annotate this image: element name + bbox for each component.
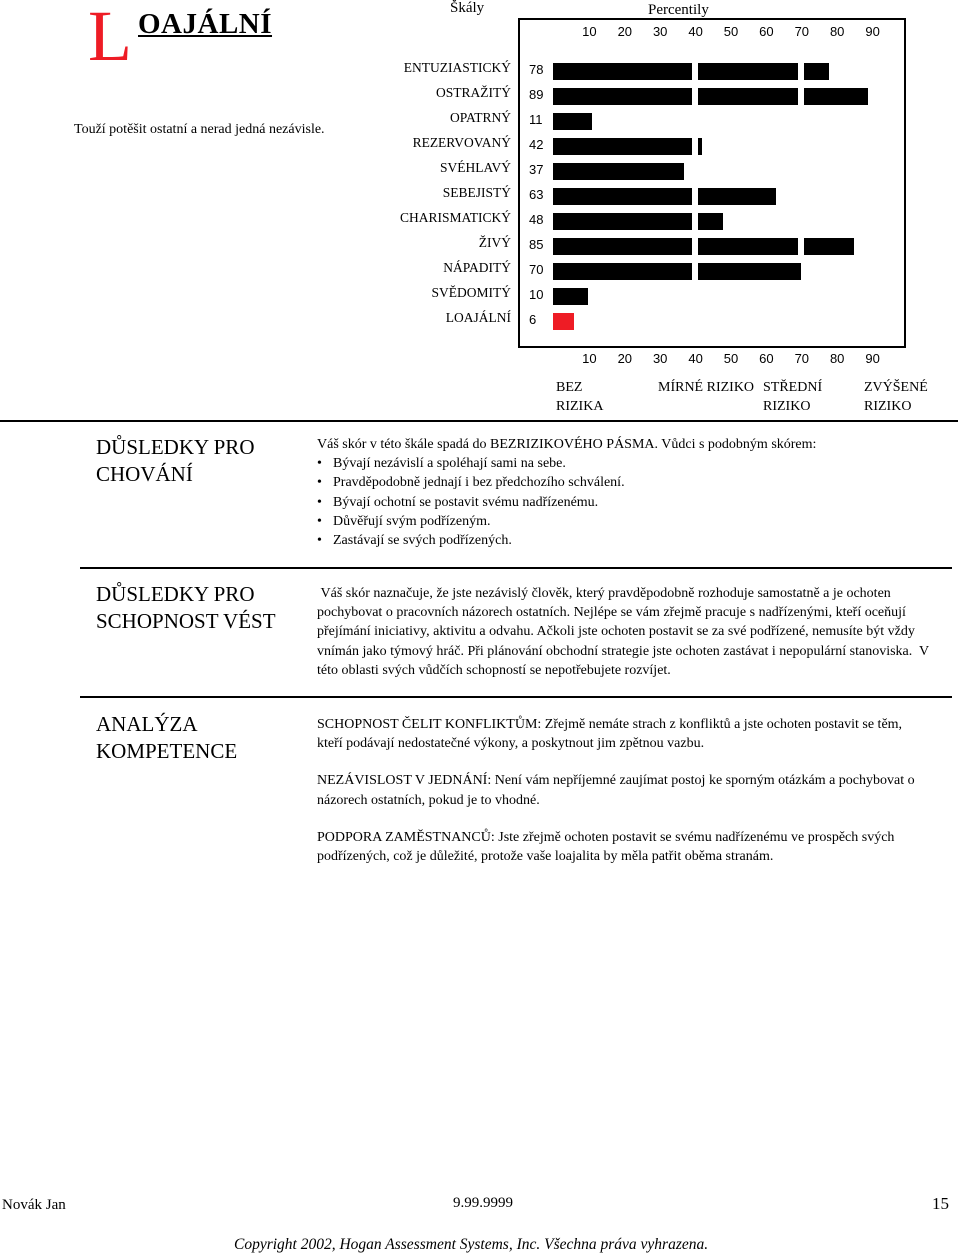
x-tick-bottom: 80 [829,351,845,366]
risk-zone-label: ZVÝŠENÉ RIZIKO [864,380,928,414]
bar-segment [698,263,801,280]
scale-label: OPATRNÝ [449,110,511,125]
bar-segment [553,313,574,330]
list-item: • Pravděpodobně jednají i bez předchozího schválení. [317,473,929,492]
scale-label: LOAJÁLNÍ [445,310,511,325]
x-tick-top: 80 [829,24,845,39]
x-tick-bottom: 30 [652,351,668,366]
scale-score: 37 [529,162,544,177]
behavior-intro: Váš skór v této škále spadá do BEZRIZIKOVÉHO PÁSMA. Vůdci s podobným skórem: [317,437,817,452]
behavior-section [317,435,929,550]
footer-name: Novák Jan [2,1197,66,1213]
x-tick-bottom: 50 [723,351,739,366]
percentile-heading: Percentily [648,2,709,18]
x-tick-bottom: 10 [582,351,597,366]
bar-segment [553,238,692,255]
x-tick-top: 10 [582,24,597,39]
bar-segment [553,263,692,280]
page-title: OAJÁLNÍ [138,8,273,40]
x-tick-bottom: 90 [865,351,880,366]
scale-label: NÁPADITÝ [443,260,511,275]
x-tick-top: 90 [865,24,880,39]
divider-behavior [0,420,958,422]
scale-score: 11 [529,112,543,127]
risk-zone-label: MÍRNÉ RIZIKO [658,380,755,395]
competence-support: PODPORA ZAMĚSTNANCŮ: Jste zřejmě ochoten postavit se svému nadřízenému ve prospěch svých podřízených, což je důležité, protože vaše loajalita by měla patřit oběma stranám. [317,829,895,865]
scale-score: 10 [529,287,544,302]
bar-segment [553,113,592,130]
x-tick-bottom: 70 [794,351,810,366]
scale-label: OSTRAŽITÝ [436,85,511,100]
bar-segment [698,63,798,80]
x-tick-bottom: 20 [617,351,633,366]
scale-label: SVĚDOMITÝ [431,285,511,300]
scale-label: CHARISMATICKÝ [399,210,511,225]
list-item: • Zastávají se svých podřízených. [317,531,929,550]
bar-segment [553,138,692,155]
risk-zone-label: BEZ RIZIKA [556,380,604,414]
behavior-heading: DŮSLEDKY PRO CHOVÁNÍ [96,435,255,486]
scale-score: 48 [529,212,544,227]
competence-section [317,715,929,884]
bar-segment [553,63,692,80]
bar-segment [553,88,692,105]
x-tick-bottom: 40 [688,351,703,366]
bar-segment [553,288,588,305]
divider-competence [80,696,952,698]
divider-leadership [80,567,952,569]
competence-heading: ANALÝZA KOMPETENCE [96,712,238,763]
page-number: 15 [932,1194,949,1213]
behavior-list [317,454,929,550]
list-item: • Bývají ochotní se postavit svému nadřízenému. [317,493,929,512]
competence-conflict: SCHOPNOST ČELIT KONFLIKTŮM: Zřejmě nemáte strach z konfliktů a jste ochoten postavit se těm, kteří podávají nedostatečné výkony, a poskytnout jim zpětnou vazbu. [317,717,903,752]
scale-label: SVÉHLAVÝ [439,160,511,175]
scale-score: 70 [529,262,544,277]
scale-score: 89 [529,87,544,102]
scale-label: REZERVOVANÝ [412,135,511,150]
x-tick-top: 30 [652,24,668,39]
bar-segment [698,213,723,230]
leadership-text: Váš skór naznačuje, že jste nezávislý člověk, který pravděpodobně rozhoduje samostatně a je ochoten pochybovat o pracovních názorech ostatních. Nejlépe se vám zřejmě pracuje s nadřízenými, kteří oceňují přejímání iniciativy, aktivitu a odvahu. Ačkoli jste ochoten postavit se za své podřízené, nemusíte být vždy vnímán jako týmový hráč. Při plánování obchodní strategie jste ochoten zastávat i nepopulární stanoviska. V této oblasti svých vůdčích schopností se nepotřebujete rozvíjet. [317,586,933,678]
footer-copyright: Copyright 2002, Hogan Assessment Systems, Inc. Všechna práva vyhrazena. [234,1236,709,1253]
x-tick-top: 50 [723,24,739,39]
competence-independence: NEZÁVISLOST V JEDNÁNÍ: Není vám nepříjemné zaujímat postoj ke sporným otázkám a pochybovat o názorech ostatních, pokud je to vhodné. [317,773,915,808]
bar-segment [698,188,776,205]
x-tick-top: 60 [759,24,774,39]
bar-segment [698,88,798,105]
bar-segment [698,138,702,155]
list-item: • Důvěřují svým podřízeným. [317,512,929,531]
bar-segment [553,163,684,180]
bar-segment [553,213,692,230]
bar-segment [804,63,829,80]
leadership-heading: DŮSLEDKY PRO SCHOPNOST VÉST [96,582,276,633]
scale-score: 78 [529,62,544,77]
x-tick-bottom: 60 [759,351,774,366]
scale-score: 6 [529,312,537,327]
scales-heading: Škály [450,0,485,16]
x-tick-top: 20 [617,24,633,39]
footer-date: 9.99.9999 [453,1195,513,1211]
scale-label: ENTUZIASTICKÝ [403,60,511,75]
bar-segment [553,188,692,205]
risk-zone-label: STŘEDNÍ RIZIKO [763,380,823,414]
bar-segment [804,238,854,255]
x-tick-top: 40 [688,24,703,39]
title-initial: L [88,0,132,76]
scale-score: 42 [529,137,544,152]
scale-score: 85 [529,237,544,252]
bar-segment [804,88,868,105]
scale-label: SEBEJISTÝ [442,185,511,200]
x-tick-top: 70 [794,24,810,39]
scale-tagline: Touží potěšit ostatní a nerad jedná nezávisle. [74,122,325,137]
list-item: • Bývají nezávislí a spoléhají sami na sebe. [317,454,929,473]
scale-score: 63 [529,187,544,202]
scale-label: ŽIVÝ [478,235,511,250]
bar-segment [698,238,798,255]
